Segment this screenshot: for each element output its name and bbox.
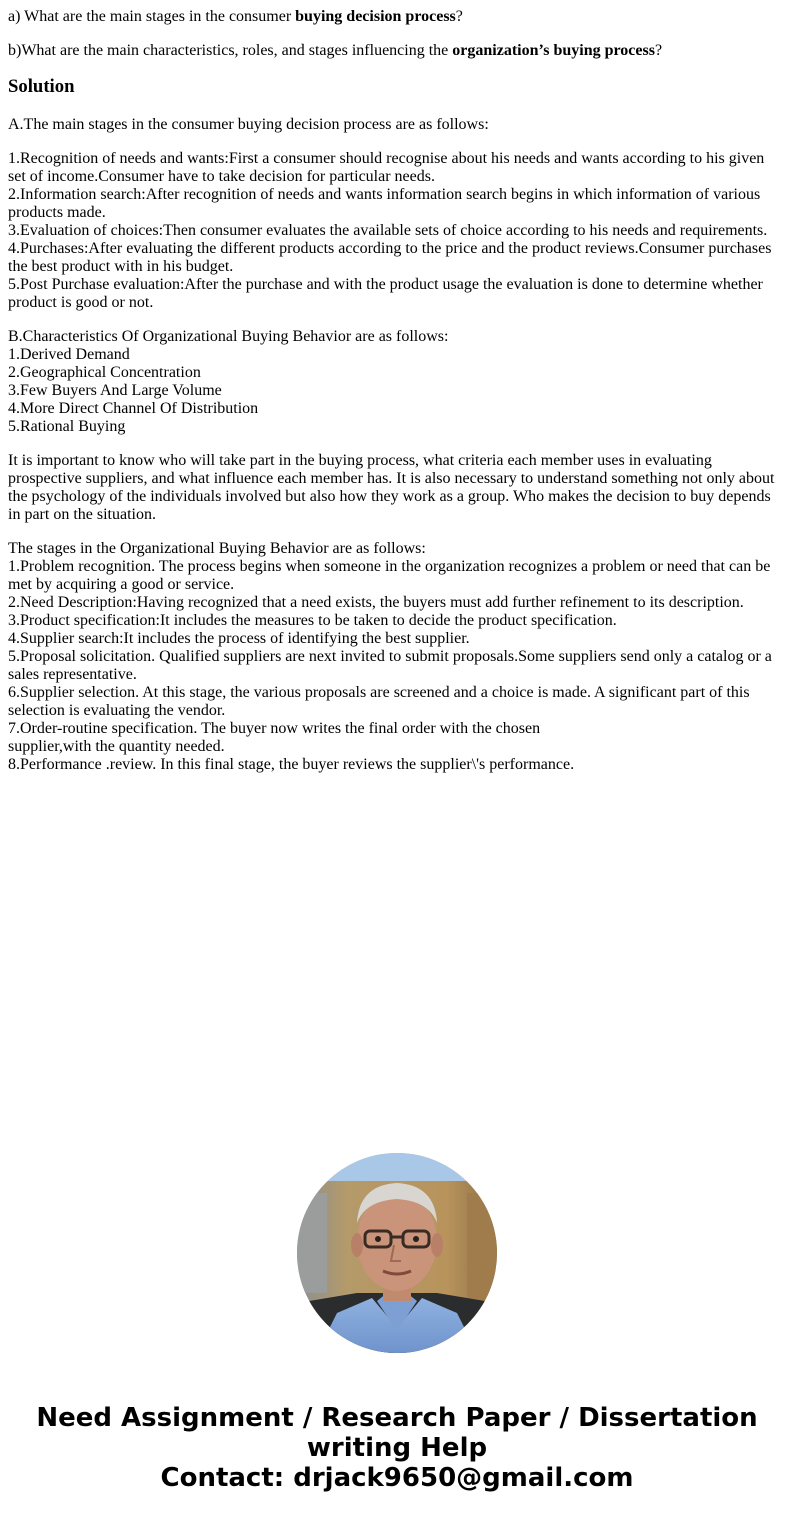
author-photo bbox=[297, 1153, 497, 1353]
list-item: 1.Derived Demand bbox=[8, 346, 130, 363]
contact-email: Contact: drjack9650@gmail.com bbox=[160, 1463, 634, 1493]
section-a-list bbox=[8, 150, 786, 312]
list-item: 3.Product specification:It includes the measures to be taken to decide the product specification. bbox=[8, 612, 617, 629]
section-b-paragraph: It is important to know who will take part in the buying process, what criteria each member uses in evaluating prospective suppliers, and what influence each member has. It is also necessary to understand something not only about the psychology of the individuals involved but also how they work as a group. Who makes the decision to buy depends in part on the situation. bbox=[8, 452, 775, 523]
question-a: a) What are the main stages in the consumer buying decision process? bbox=[8, 8, 463, 25]
stages-intro: The stages in the Organizational Buying Behavior are as follows: bbox=[8, 540, 426, 557]
promo-line-1: Need Assignment / Research Paper / Dissertation writing Help bbox=[36, 1403, 758, 1463]
list-item: 5.Rational Buying bbox=[8, 418, 126, 435]
list-item: 8.Performance .review. In this final stage, the buyer reviews the supplier\'s performance. bbox=[8, 756, 575, 773]
question-b: b)What are the main characteristics, roles, and stages influencing the organization’s buying process? bbox=[8, 42, 663, 59]
list-item: supplier,with the quantity needed. bbox=[8, 738, 225, 755]
list-item: 2.Information search:After recognition of needs and wants information search begins in which information of various products made. bbox=[8, 186, 761, 221]
section-b-intro: B.Characteristics Of Organizational Buying Behavior are as follows: bbox=[8, 328, 449, 345]
section-a-intro: A.The main stages in the consumer buying decision process are as follows: bbox=[8, 116, 489, 133]
solution-heading: Solution bbox=[8, 76, 75, 97]
list-item: 1.Recognition of needs and wants:First a consumer should recognise about his needs and wants according to his given set of income.Consumer have to take decision for particular needs. bbox=[8, 150, 765, 185]
stages-list bbox=[8, 540, 786, 774]
promo-banner bbox=[0, 1403, 794, 1493]
list-item: 5.Post Purchase evaluation:After the purchase and with the product usage the evaluation is done to determine whether product is good or not. bbox=[8, 276, 763, 311]
list-item: 4.More Direct Channel Of Distribution bbox=[8, 400, 259, 417]
list-item: 2.Geographical Concentration bbox=[8, 364, 201, 381]
list-item: 2.Need Description:Having recognized that a need exists, the buyers must add further refinement to its description. bbox=[8, 594, 744, 611]
list-item: 6.Supplier selection. At this stage, the various proposals are screened and a choice is made. A significant part of this selection is evaluating the vendor. bbox=[8, 684, 750, 719]
list-item: 3.Few Buyers And Large Volume bbox=[8, 382, 222, 399]
list-item: 4.Purchases:After evaluating the different products according to the price and the product reviews.Consumer purchases the best product with in his budget. bbox=[8, 240, 772, 275]
list-item: 1.Problem recognition. The process begins when someone in the organization recognizes a problem or need that can be met by acquiring a good or service. bbox=[8, 558, 771, 593]
section-b-list bbox=[8, 328, 786, 436]
author-portrait-image bbox=[297, 1153, 497, 1353]
list-item: 4.Supplier search:It includes the process of identifying the best supplier. bbox=[8, 630, 470, 647]
list-item: 7.Order-routine specification. The buyer now writes the final order with the chosen bbox=[8, 720, 541, 737]
list-item: 3.Evaluation of choices:Then consumer evaluates the available sets of choice according to his needs and requirements. bbox=[8, 222, 768, 239]
list-item: 5.Proposal solicitation. Qualified suppliers are next invited to submit proposals.Some suppliers send only a catalog or a sales representative. bbox=[8, 648, 772, 683]
